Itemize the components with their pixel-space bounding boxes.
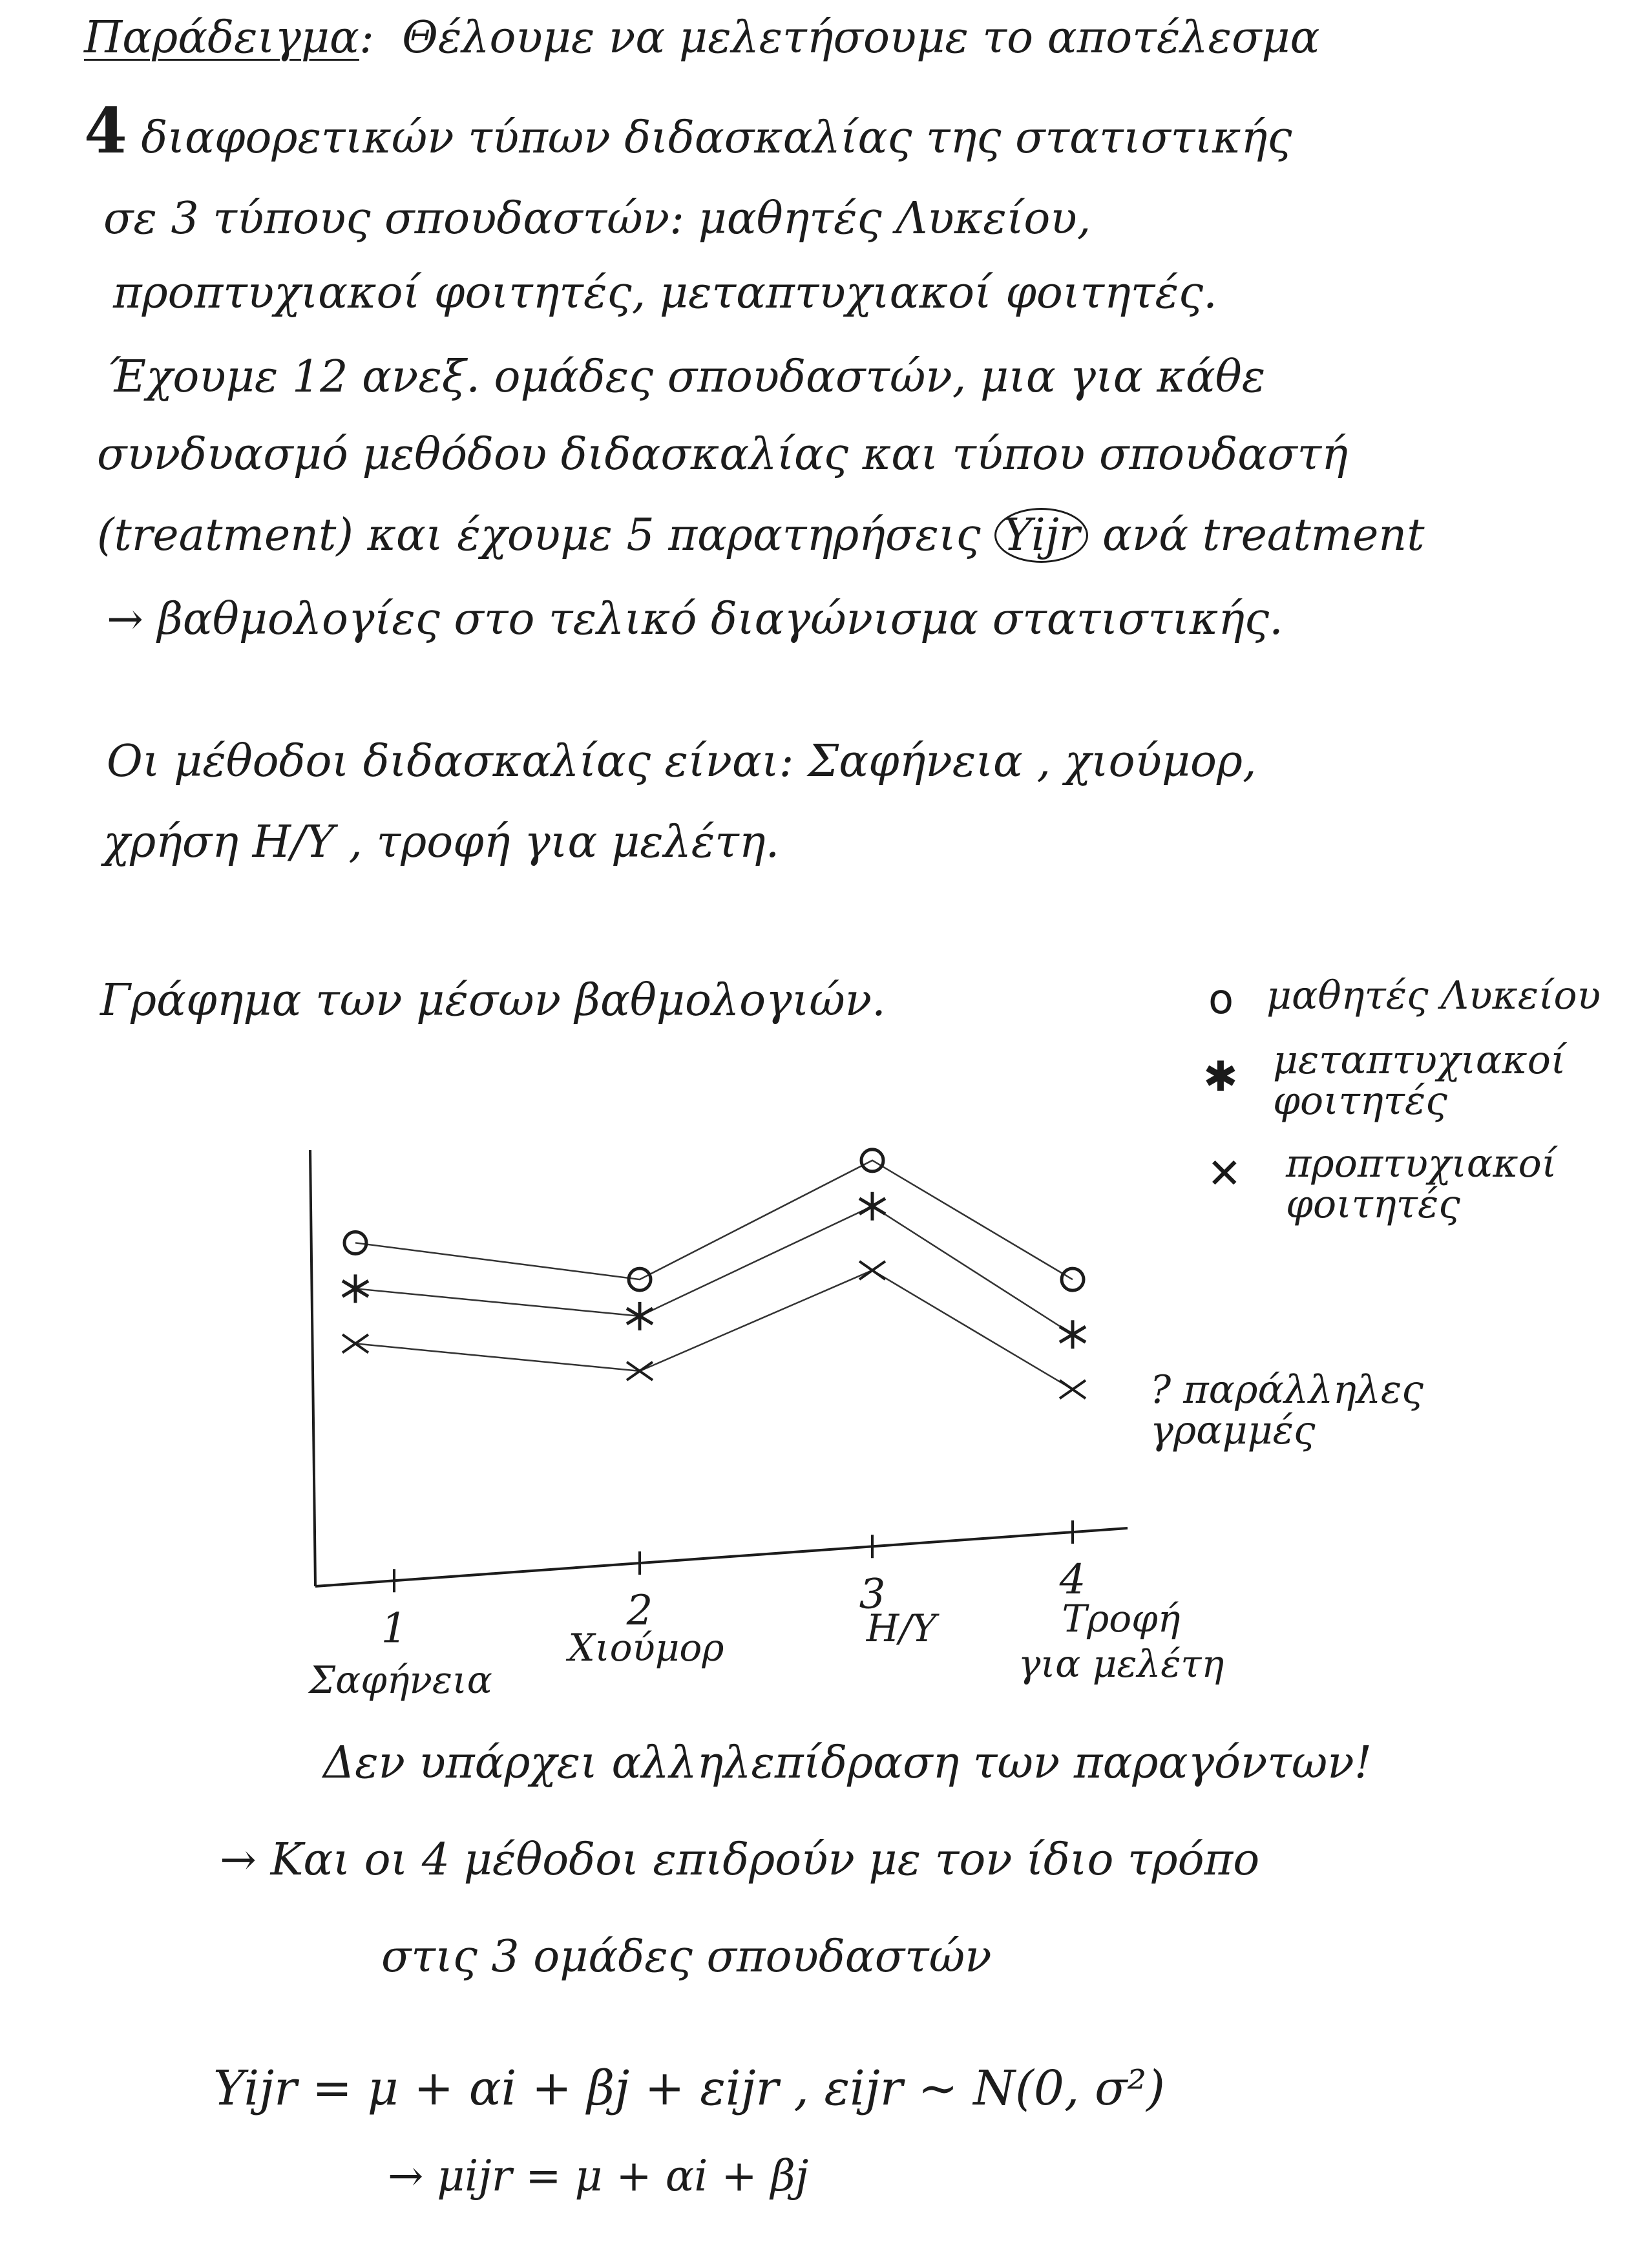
model-equation: Yijr = μ + αi + βj + εijr , εijr ~ N(0, σ²) [213,2061,1165,2116]
intro-line-2-text: διαφορετικών τύπων διδασκαλίας της στατιστικής [141,112,1292,163]
point-s1-4 [1060,1320,1086,1349]
conclusion-line-3: στις 3 ομάδες σπουδαστών [381,1931,992,1982]
chart-axes [310,1150,1128,1592]
methods-line-2: χρήση Η/Υ , τροφή για μελέτη. [103,817,780,868]
intro-line-5: Έχουμε 12 ανεξ. ομάδες σπουδαστών, μια για κάθε [107,352,1266,403]
chart-markers [342,1150,1086,1398]
category-label-2: Χιούμορ [568,1626,724,1670]
point-s2-4 [1060,1380,1086,1398]
title-colon: : [359,12,403,63]
legend-marker-circle-icon: o [1208,976,1234,1024]
category-label-4-line2: για μελέτη [1018,1642,1224,1686]
category-label-3: Η/Υ [866,1606,937,1650]
observation-symbol: Yijr [994,508,1088,563]
intro-line-1: Θέλουμε να μελετήσουμε το αποτέλεσμα [402,12,1320,63]
point-s1-1 [342,1274,368,1303]
legend-entry-0: μαθητές Λυκείου [1266,973,1601,1018]
series-line-2 [355,1270,1073,1389]
page-title: Παράδειγμα [84,12,359,63]
x-tick-label-1: 1 [381,1604,408,1653]
series-line-1 [355,1206,1073,1334]
legend-marker-asterisk-icon: ✱ [1203,1053,1238,1101]
y-axis [310,1150,315,1586]
x-tick-label-4: 4 [1059,1556,1086,1604]
intro-line-7-b: ανά treatment [1102,510,1425,561]
conclusion-line-2: → Και οι 4 μέθοδοι επιδρούν με τον ίδιο τρόπο [220,1834,1260,1885]
intro-line-3: σε 3 τύπους σπουδαστών: μαθητές Λυκείου, [103,193,1091,244]
x-tick-label-3: 3 [859,1570,886,1619]
x-axis [315,1528,1128,1586]
point-s1-2 [627,1302,653,1330]
point-s2-1 [342,1334,368,1352]
point-s2-2 [627,1362,653,1380]
intro-line-6: συνδυασμό μεθόδου διδασκαλίας και τύπου σπουδαστή [97,429,1348,480]
graph-heading: Γράφημα των μέσων βαθμολογιών. [100,975,886,1026]
intro-line-8: → βαθμολογίες στο τελικό διαγώνισμα στατιστικής. [107,594,1283,645]
category-label-4-line1: Τροφή [1062,1597,1181,1641]
conclusion-line-1: Δεν υπάρχει αλληλεπίδραση των παραγόντων! [323,1738,1372,1789]
chart-series-lines [355,1160,1073,1389]
series-line-0 [355,1160,1073,1279]
legend-entry-2: προπτυχιακοί φοιτητές [1286,1141,1557,1227]
model-mean: → μijr = μ + αi + βj [388,2151,809,2201]
legend-entry-1: μεταπτυχιακοί φοιτητές [1273,1038,1566,1124]
x-tick-label-2: 2 [626,1587,653,1635]
method-count: 4 [84,94,127,167]
category-label-1: Σαφήνεια [309,1658,492,1702]
point-s2-3 [859,1261,885,1279]
intro-line-7-a: (treatment) και έχουμε 5 παρατηρήσεις [97,510,981,561]
parallel-lines-annotation: ? παράλληλες γραμμές [1150,1367,1423,1453]
methods-line-1: Οι μέθοδοι διδασκαλίας είναι: Σαφήνεια , χιούμορ, [107,736,1257,787]
legend-marker-cross-icon: ✕ [1207,1150,1242,1198]
point-s1-3 [859,1192,885,1221]
intro-line-4: προπτυχιακοί φοιτητές, μεταπτυχιακοί φοιτητές. [113,268,1217,319]
